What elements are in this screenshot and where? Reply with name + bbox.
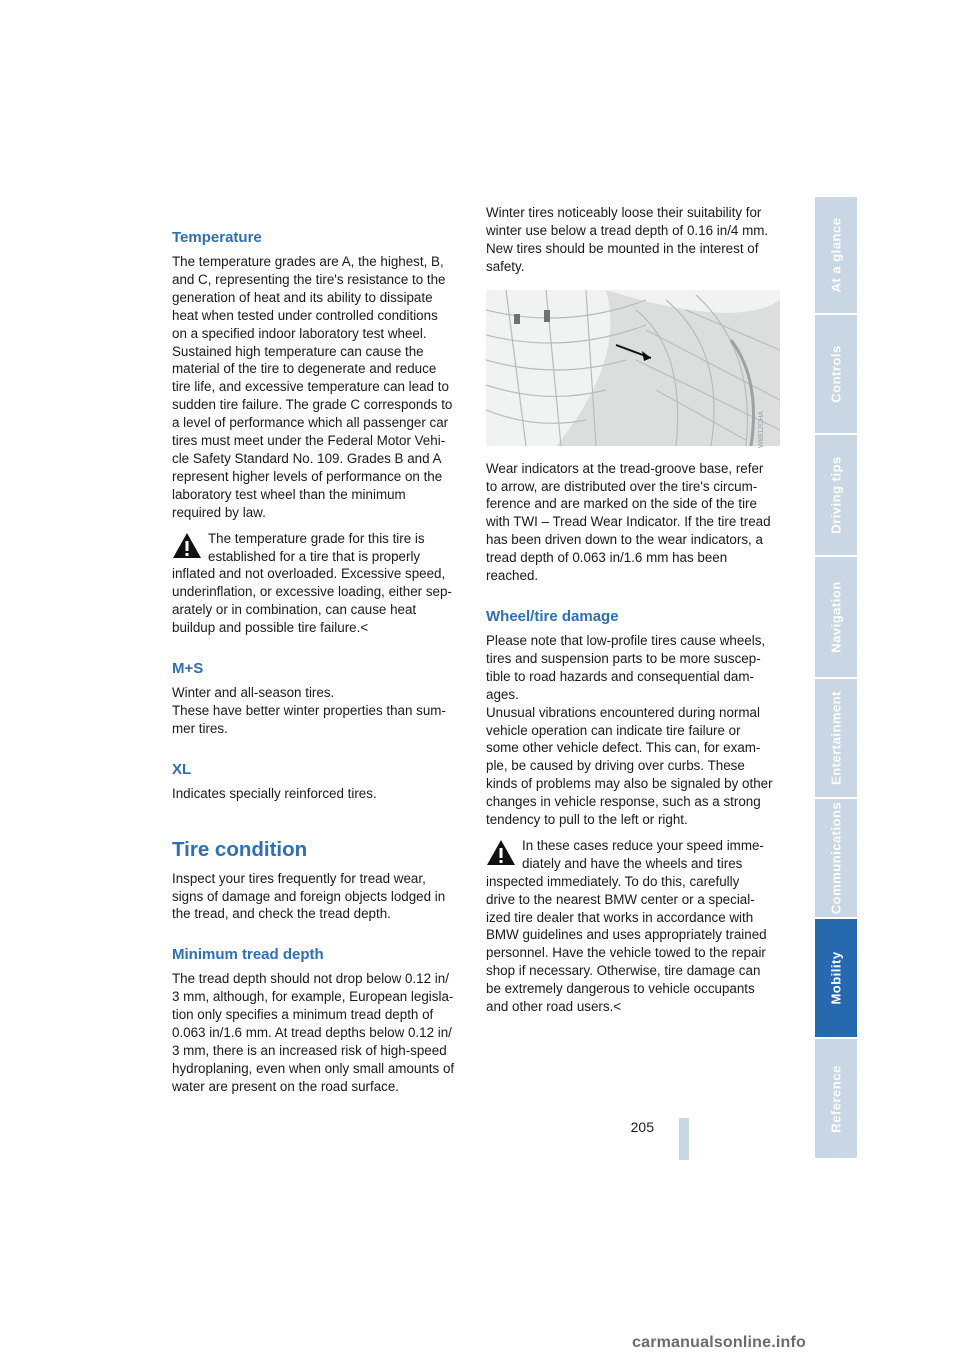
- warning-icon: [172, 532, 202, 559]
- tire-condition-heading: Tire condition: [172, 837, 308, 861]
- footer-watermark[interactable]: carmanualsonline.info: [632, 1334, 807, 1351]
- ms-heading: M+S: [172, 660, 204, 678]
- temperature-warning: The temperature grade for this tire is established for a tire that is properly inflated and not overloaded. Excessive speed, underinflation, or excessive loading, either sep- arately or in combination, can cause heat buildup and possible tire failure.<: [172, 530, 452, 636]
- temperature-heading: Temperature: [172, 229, 262, 246]
- tab-entertainment[interactable]: Entertainment: [815, 679, 857, 799]
- wheel-tire-damage-heading: Wheel/tire damage: [486, 607, 619, 625]
- chapter-tabs: [815, 197, 857, 1160]
- min-tread-heading: Minimum tread depth: [172, 946, 324, 964]
- xl-heading: XL: [172, 760, 192, 778]
- tab-controls[interactable]: Controls: [815, 315, 857, 435]
- right-column: Winter tires noticeably loose their suitability for winter use below a tread depth of 0.16 in/4 mm. New tires should be mounted in the interest of safety. Wear indicators at the tread-groove base, refer to arrow, are distributed over the tire's circum- ference and are marked on the side of the tire with TWI – Tread Wear Indicator. If the tire tread has been driven down to the wear indicators, a tread depth of 0.063 in/1.6 mm has been reached. Wheel/tire damage Please note that low-profile tires cause wheels, tires and suspension parts to be more suscep- tible to road hazards and consequential dam- ages. Unusual vibrations encountered during normal vehicle operation can indicate tire failure or some other vehicle defect. This can, for exam- ple, be caused by driving over curbs. These kinds of problems may also be signaled by other changes in vehicle response, such as a strong tendency to pull to the left or right. In these cases reduce your speed imme- diately and have the wheels and tires inspected immediately. To do this, carefully drive to the nearest BMW center or a special- ized tire dealer that works in accordance with BMW guidelines and uses appropriately trained personnel. Have the vehicle towed to the repair shop if necessary. Otherwise, tire damage can be extremely dangerous to vehicle occupants and other road users.<: [486, 204, 778, 1016]
- damage-warning: In these cases reduce your speed imme- diately and have the wheels and tires inspected immediately. To do this, carefully drive to the nearest BMW center or a special- ized tire dealer that works in accordance with BMW guidelines and uses appropriately trained personnel. Have the vehicle towed to the repair shop if necessary. Otherwise, tire damage can be extremely dangerous to vehicle occupants and other road users.<: [486, 837, 767, 1015]
- image-code: W8812CHA: [758, 411, 765, 448]
- tire-tread-illustration: [486, 290, 780, 446]
- page-number: 205: [630, 1119, 654, 1135]
- left-column: Temperature The temperature grades are A, the highest, B, and C, representing the tire's resistance to the generation of heat and its ability to dissipate heat when tested under controlled conditions on a specified indoor laboratory test wheel. Sustained high temperature can cause the material of the tire to degenerate and reduce tire life, and excessive temperature can lead to sudden tire failure. The grade C corresponds to a level of performance which all passenger car tires must meet under the Federal Motor Vehi- cle Safety Standard No. 109. Grades B and A represent higher levels of performance on the laboratory test wheel than the minimum required by law. The temperature grade for this tire is established for a tire that is properly inflated and not overloaded. Excessive speed, underinflation, or excessive loading, either sep- arately or in combination, can cause heat buildup and possible tire failure.< M+S Winter and all-season tires. These have better winter properties than sum- mer tires. XL Indicates specially reinforced tires. Tire condition Inspect your tires frequently for tread wear, signs of damage and foreign objects lodged in the tread, and check the tread depth. Minimum tread depth The tread depth should not drop below 0.12 in/ 3 mm, although, for example, European legisla- tion only specifies a minimum tread depth of 0.063 in/1.6 mm. At tread depths below 0.12 in/ 3 mm, there is an increased risk of high-speed hydroplaning, even when only small amounts of water are present on the road surface.: [172, 228, 464, 1096]
- page-marker: [679, 1118, 689, 1160]
- tab-at-a-glance[interactable]: At a glance: [815, 197, 857, 315]
- temperature-body: The temperature grades are A, the highest, B, and C, representing the tire's resistance to the generation of heat and its ability to dissipate heat when tested under controlled conditions on a specified indoor laboratory test wheel. Sustained high temperature can cause the material of the tire to degenerate and reduce tire life, and excessive temperature can lead to sudden tire failure. The grade C corresponds to a level of performance which all passenger car tires must meet under the Federal Motor Vehi- cle Safety Standard No. 109. Grades B and A represent higher levels of performance on the laboratory test wheel than the minimum required by law.: [172, 254, 453, 520]
- tab-communications[interactable]: Communications: [815, 799, 857, 919]
- tab-reference[interactable]: Reference: [815, 1039, 857, 1160]
- tab-mobility[interactable]: Mobility: [815, 919, 857, 1039]
- tab-navigation[interactable]: Navigation: [815, 557, 857, 679]
- warning-icon: [486, 839, 516, 866]
- tab-driving-tips[interactable]: Driving tips: [815, 435, 857, 557]
